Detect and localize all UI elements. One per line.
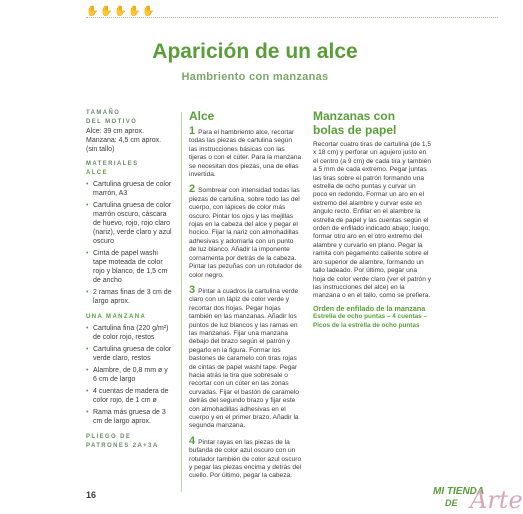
step-text: Pintar a cuadros la cartulina verde claro con un lápiz de color verde y recortar dos hojas. Pegar hojas también en las manzanas. Añadir los puntos de luz blancos y las ramas en las manzanas. Fijar una manzana debajo del brazo según el patrón y pegarlo en la figura. Formar los bastones de caramelo con tiras rojas de cintas de papel washi tape. Pegar hacia atrás la tira que sobresale o recortar con un cúter en las zonas curvadas. Fijar el bastón de caramelo detrás del segundo brazo y fijar este con almohadillas adhesivas en el cuerpo y en el primer brazo. Añadir la segunda manzana. [189, 287, 299, 430]
step-3 [189, 283, 302, 431]
page-title: Aparición de un alce [152, 40, 358, 63]
step-number: 3 [189, 283, 196, 296]
list-item: • Cartulina gruesa de color verde claro, restos [86, 345, 172, 363]
header-divider [86, 17, 498, 18]
materials-caption: MATERIALES [86, 161, 139, 167]
apple-materials-list [86, 324, 172, 426]
list-item: • Rama más gruesa de 3 cm de largo aprox. [86, 408, 172, 426]
step-number: 1 [189, 125, 196, 137]
step-text: Sombrear con intensidad todas las piezas de cartulina, sobre todo las del cuerpo, con lápices de color más oscuro. Pintar los ojos y las mejillas rojas en la cabeza del alce y pegar el hocico. Fijar la nariz con almohadillas adhesivas y adornarla con un punto de luz blanco. Añadir la imponente cornamenta por detrás de la cabeza. Pintar las pezuñas con un rotulador de color negro. [189, 187, 302, 279]
step-1 [189, 127, 302, 179]
brand-logo-script: Arte [470, 486, 523, 514]
pattern-caption-2: PATRONES 2A+3A [86, 443, 159, 449]
brand-logo-line1: MI TIENDA [433, 486, 485, 497]
stringing-order-text: Estrella de ocho puntas – 4 cuentas – Picos de la estrella de ocho puntas [313, 313, 428, 329]
hand-icon: ✋ [142, 6, 155, 17]
moose-caption: ALCE [86, 170, 108, 176]
moose-materials-list [86, 180, 172, 306]
list-item: • 2 ramas finas de 3 cm de largo aprox. [86, 288, 172, 306]
step-text: Para el hambriento alce, recortar todas las piezas de cartulina según las instrucciones básicas con las tijeras o con el cúter. Para la manzana se necesitan dos piezas, una de ellas invertida. [189, 129, 302, 179]
step-text: Pintar rayas en las piezas de la bufanda de color azul oscuro con un rotulador también de color azul oscuro y pegar las piezas encima y detrás del cuello. Por último, pegar la cabeza. [189, 438, 302, 480]
list-item: • Cartulina fina (220 g/m²) de color rojo, restos [86, 324, 172, 342]
stringing-order-heading: Orden de enfilado de la manzana [313, 303, 426, 313]
list-item: • Cartulina gruesa de color marrón, A3 [86, 180, 172, 198]
step-number: 2 [189, 183, 196, 196]
apple-instructions [313, 109, 431, 330]
list-item: • 4 cuentas de madera de color rojo, de 1 cm ø [86, 387, 172, 405]
step-number: 4 [189, 434, 196, 447]
hand-icon: ✋ [128, 6, 141, 17]
size-apple: Manzana: 4,5 cm aprox. [86, 137, 162, 144]
apple-text: Recortar cuatro tiras de cartulina (de 1,5 x 18 cm) y perforar un agujero justo en el centro (a 9 cm) de cada tira y también a 5 mm de cada extremo. Pegar juntas las tiras sobre el patrón formando una estrella de ocho puntas y curvar un poco en redondo. Formar un aro en el extremo del alambre y curvar este en ángulo recto. Enfilar en el alambre la estrella de papel y las cuentas según el orden de enfilado indicado abajo; luego, formar otro aro en el otro extremo del alambre y curvarlo en plano. Pegar la ramita con pegamento caliente sobre el aro superior de alambre, formando un tallo ladeado. Por último, pegar una hoja de color verde claro (ver el patrón y las instrucciones del alce) en la manzana o en el tallo, como se prefiera. [313, 141, 432, 300]
list-item: • Alambre, de 0,8 mm ø y 6 cm de largo [86, 366, 172, 384]
size-caption: TAMAÑO [86, 110, 121, 116]
list-item: • Cartulina gruesa de color marrón oscuro, cáscara de huevo, rojo, rojo claro (nariz), verde claro y azul oscuro [86, 201, 172, 246]
size-moose: Alce: 39 cm aprox. [86, 128, 144, 135]
brand-logo-line2: DE [445, 498, 458, 508]
hand-icon: ✋ [100, 6, 113, 17]
hand-icon: ✋ [86, 6, 99, 17]
moose-heading: Alce [189, 109, 215, 123]
page-subtitle: Hambriento con manzanas [181, 71, 329, 83]
page-number: 16 [86, 490, 97, 500]
column-divider [181, 112, 182, 492]
moose-instructions [189, 109, 302, 487]
pattern-caption: PLIEGO DE [86, 434, 132, 440]
apple-heading-line1: Manzanas con [313, 109, 396, 123]
size-caption-2: DEL MOTIVO [86, 119, 138, 125]
hand-icon: ✋ [114, 6, 127, 17]
size-apple-note: (sin tallo) [86, 146, 115, 153]
materials-sidebar [86, 109, 172, 451]
apple-heading [313, 109, 431, 137]
step-4 [189, 434, 302, 481]
step-2 [189, 185, 302, 279]
list-item: • Cinta de papel washi tape moteada de color rojo y blanco, de 1,5 cm de ancho [86, 249, 172, 285]
apple-caption: UNA MANZANA [86, 314, 147, 320]
apple-heading-line2: bolas de papel [313, 123, 397, 137]
